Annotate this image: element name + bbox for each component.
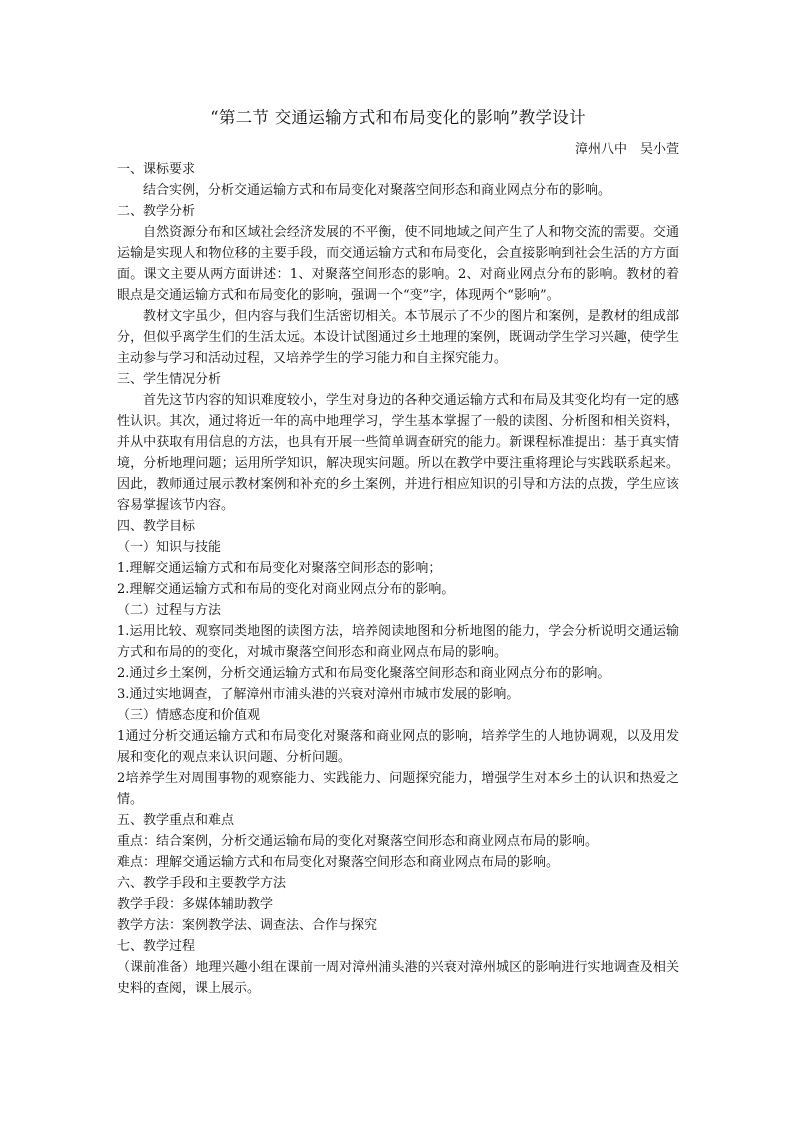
students-paragraph: 首先这节内容的知识难度较小，学生对身边的各种交通运输方式和布局及其变化均有一定的感性认识。其次，通过将近一年的高中地理学习，学生基本掌握了一般的读图、分析图和相关资料，并从中获取有用信息的方法，也具有开展一些简单调查研究的能力。新课程标准提出：基于真实情境，分析地理问题；运用所学知识，解决现实问题。所以在教学中要注重将理论与实践联系起来。因此，教师通过展示教材案例和补充的乡土案例，并进行相应知识的引导和方法的点拨，学生应该容易掌握该节内容。 bbox=[117, 393, 679, 513]
teaching-means-line: 教学手段：多媒体辅助教学 bbox=[117, 897, 274, 912]
objective-item: 1通过分析交通运输方式和布局变化对聚落和商业网点的影响，培养学生的人地协调观，以及用发展和变化的观点来认识问题、分析问题。 bbox=[117, 729, 679, 765]
objective-item: 2培养学生对周围事物的观察能力、实践能力、问题探究能力，增强学生对本乡土的认识和热爱之情。 bbox=[117, 771, 679, 807]
analysis-paragraph-2: 教材文字虽少，但内容与我们生活密切相关。本节展示了不少的图片和案例，是教材的组成部分，但似乎离学生们的生活太远。本设计试图通过乡土地理的案例，既调动学生学习兴趣，使学生主动参与学习和活动过程，又培养学生的学习能力和自主探究能力。 bbox=[117, 309, 679, 366]
analysis-paragraph-1: 自然资源分布和区域社会经济发展的不平衡，使不同地域之间产生了人和物交流的需要。交通运输是实现人和物位移的主要手段，而交通运输方式和布局变化，会直接影响到社会生活的方方面面。课文主要从两方面讲述：1、对聚落空间形态的影响。2、对商业网点分布的影响。教材的着眼点是交通运输方式和布局变化的影响，强调一个“变”字，体现两个“影响”。 bbox=[117, 225, 679, 303]
teaching-methods-line: 教学方法：案例教学法、调查法、合作与探究 bbox=[117, 918, 378, 933]
key-point-line: 重点：结合案例，分析交通运输布局的变化对聚落空间形态和商业网点布局的影响。 bbox=[117, 834, 599, 849]
section-heading-methods: 六、教学手段和主要教学方法 bbox=[117, 876, 287, 891]
objectives-sub-attitude: （三）情感态度和价值观 bbox=[117, 708, 261, 723]
objectives-sub-process: （二）过程与方法 bbox=[117, 603, 222, 618]
section-heading-key-points: 五、教学重点和难点 bbox=[117, 813, 235, 828]
section-heading-process: 七、教学过程 bbox=[117, 939, 196, 954]
curriculum-paragraph: 结合实例，分析交通运输方式和布局变化对聚落空间形态和商业网点分布的影响。 bbox=[143, 183, 612, 198]
author-line: 漳州八中 吴小萱 bbox=[574, 142, 679, 157]
process-paragraph: （课前准备）地理兴趣小组在课前一周对漳州浦头港的兴衰对漳州城区的影响进行实地调查及相关史料的查阅，课上展示。 bbox=[117, 960, 679, 996]
document-body bbox=[117, 159, 679, 999]
section-heading-objectives: 四、教学目标 bbox=[117, 519, 196, 534]
objective-item: 3.通过实地调查，了解漳州市浦头港的兴衰对漳州市城市发展的影响。 bbox=[117, 687, 520, 702]
document-title: “第二节 交通运输方式和布局变化的影响”教学设计 bbox=[210, 108, 586, 127]
section-heading-curriculum: 一、课标要求 bbox=[117, 162, 196, 177]
section-heading-students: 三、学生情况分析 bbox=[117, 372, 222, 387]
objective-item: 1.理解交通运输方式和布局变化对聚落空间形态的影响； bbox=[117, 561, 442, 576]
objective-item: 1.运用比较、观察同类地图的读图方法，培养阅读地图和分析地图的能力，学会分析说明交通运输方式和布局的的变化，对城市聚落空间形态和商业网点布局的影响。 bbox=[117, 624, 679, 660]
objectives-sub-knowledge: （一）知识与技能 bbox=[117, 540, 222, 555]
objective-item: 2.理解交通运输方式和布局的变化对商业网点分布的影响。 bbox=[117, 582, 455, 597]
difficulty-line: 难点：理解交通运输方式和布局变化对聚落空间形态和商业网点布局的影响。 bbox=[117, 855, 560, 870]
section-heading-analysis: 二、教学分析 bbox=[117, 204, 196, 219]
objective-item: 2.通过乡土案例，分析交通运输方式和布局变化聚落空间形态和商业网点分布的影响。 bbox=[117, 666, 611, 681]
